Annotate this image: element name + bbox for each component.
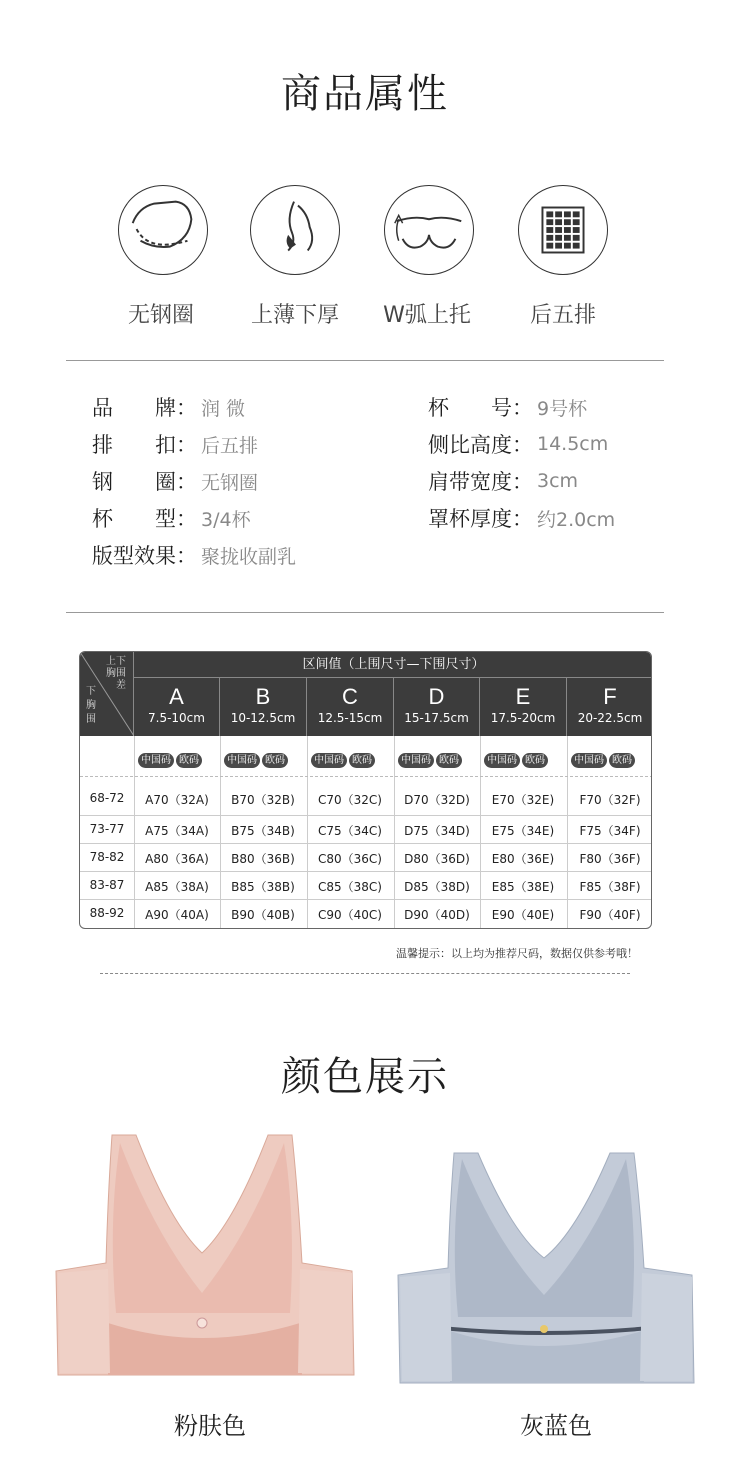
attr-value: 后五排: [201, 434, 259, 457]
size-cell: B70（32B): [231, 793, 295, 807]
row-line: [80, 899, 652, 900]
badge-pair: [571, 748, 637, 768]
size-cell: D85（38D): [404, 880, 470, 894]
badge-cn: 中国码: [484, 753, 520, 768]
cup-header: [394, 678, 480, 736]
cup-letter: A: [169, 684, 184, 709]
section-title-attributes: 商品属性: [281, 71, 449, 117]
badge-pair: [311, 748, 377, 768]
size-cell: C90（40C): [318, 908, 382, 922]
underbust-value: 68-72: [89, 791, 125, 805]
size-cell: C75（34C): [318, 824, 382, 838]
size-cell: C70（32C): [318, 793, 382, 807]
w-arc-lift-icon: [384, 185, 474, 275]
underbust-value: 78-82: [89, 850, 125, 864]
size-cell: D90（40D): [404, 908, 470, 922]
corner-label: 下: [86, 686, 96, 697]
corner-label: 差: [116, 680, 126, 691]
attr-value: 9号杯: [537, 397, 588, 420]
size-cell: A90（40A): [145, 908, 209, 922]
badge-pair: [224, 748, 290, 768]
size-cell: B75（34B): [231, 824, 295, 838]
cup-letter: B: [255, 684, 271, 709]
cup-range: 17.5-20cm: [490, 711, 556, 725]
corner-label: 上下: [106, 656, 126, 667]
attr-key: 钢 圈：: [92, 470, 197, 494]
attr-value: 润 微: [201, 397, 246, 420]
badge-eu: 欧码: [436, 753, 462, 768]
size-cell: B85（38B): [231, 880, 295, 894]
badge-pair: [138, 748, 204, 768]
attr-key: 品 牌：: [92, 396, 197, 420]
attr-side-height: [428, 429, 608, 459]
attr-key: 侧比高度：: [428, 433, 533, 457]
size-cell: F90（40F): [579, 908, 641, 922]
feature-label: 后五排: [529, 303, 596, 328]
corner-label: 胸围: [106, 668, 126, 679]
size-cell: B90（40B): [231, 908, 295, 922]
size-cell: F70（32F): [579, 793, 641, 807]
table-header: [80, 652, 652, 736]
attr-key: 肩带宽度：: [428, 470, 533, 494]
cup-range: 20-22.5cm: [577, 711, 643, 725]
attr-brand: [92, 392, 245, 422]
row-line: [80, 815, 652, 816]
attr-value: 聚拢收副乳: [201, 545, 297, 568]
size-tip: 温馨提示：以上均为推荐尺码，数据仅供参考哦！: [396, 947, 638, 960]
cup-header: [220, 678, 307, 736]
underbust-value: 73-77: [89, 822, 125, 836]
size-cell: D70（32D): [404, 793, 470, 807]
attr-hook: [92, 429, 258, 459]
size-cell: A80（36A): [145, 852, 209, 866]
size-cell: F85（38F): [579, 880, 641, 894]
badge-cn: 中国码: [311, 753, 347, 768]
size-cell: A70（32A): [145, 793, 209, 807]
corner-label: 围: [86, 714, 96, 725]
attr-value: 无钢圈: [201, 471, 259, 494]
product-image-pink: [50, 1133, 360, 1398]
row-line: [80, 843, 652, 844]
badge-eu: 欧码: [262, 753, 288, 768]
cup-header: [307, 678, 394, 736]
divider: [66, 612, 664, 613]
underwire-free-icon: [118, 185, 208, 275]
range-title: 区间值（上围尺寸—下围尺寸）: [134, 652, 652, 678]
cup-header: [480, 678, 567, 736]
attr-value: 14.5cm: [537, 433, 609, 455]
feature-label: 无钢圈: [127, 303, 194, 328]
cup-range: 10-12.5cm: [230, 711, 296, 725]
cup-header: [567, 678, 652, 736]
attr-effect: [92, 540, 296, 570]
cup-header: [134, 678, 220, 736]
dotted-divider: [100, 973, 630, 974]
attr-cup-thickness: [428, 503, 615, 533]
size-cell: F80（36F): [579, 852, 641, 866]
size-cell: D80（36D): [404, 852, 470, 866]
cup-letter: C: [342, 684, 358, 709]
color-label: 粉肤色: [174, 1412, 246, 1440]
attr-value: 3/4杯: [201, 508, 251, 531]
badge-pair: [484, 748, 550, 768]
badge-pair: [398, 748, 464, 768]
badge-eu: 欧码: [176, 753, 202, 768]
badge-cn: 中国码: [138, 753, 174, 768]
badge-eu: 欧码: [349, 753, 375, 768]
badge-cn: 中国码: [224, 753, 260, 768]
row-line: [80, 871, 652, 872]
table-dash-line: [80, 776, 652, 777]
size-cell: A85（38A): [145, 880, 209, 894]
color-label: 灰蓝色: [520, 1412, 592, 1440]
attr-value: 3cm: [537, 470, 579, 492]
badge-cn: 中国码: [398, 753, 434, 768]
attr-value: 约2.0cm: [537, 508, 616, 531]
underbust-value: 88-92: [89, 906, 125, 920]
attr-cup-type: [92, 503, 251, 533]
attr-cup-no: [428, 392, 587, 422]
product-image-bluegray: [392, 1133, 702, 1398]
section-title-colors: 颜色展示: [281, 1054, 449, 1100]
cup-range: 12.5-15cm: [317, 711, 383, 725]
size-cell: A75（34A): [145, 824, 209, 838]
size-cell: D75（34D): [404, 824, 470, 838]
cup-range: 7.5-10cm: [148, 711, 205, 725]
size-cell: B80（36B): [231, 852, 295, 866]
size-cell: E70（32E): [491, 793, 555, 807]
badge-cn: 中国码: [571, 753, 607, 768]
attr-key: 杯 号：: [428, 396, 533, 420]
table-corner: [80, 652, 134, 736]
badge-eu: 欧码: [609, 753, 635, 768]
attr-key: 版型效果：: [92, 544, 197, 568]
attr-key: 杯 型：: [92, 507, 197, 531]
attr-wire: [92, 466, 258, 496]
size-cell: C80（36C): [318, 852, 382, 866]
corner-label: 胸: [86, 700, 96, 711]
feature-label: 上薄下厚: [250, 303, 339, 328]
back-five-row-hooks-icon: [518, 185, 608, 275]
underbust-value: 83-87: [89, 878, 125, 892]
size-cell: C85（38C): [318, 880, 382, 894]
cup-letter: E: [515, 684, 531, 709]
cup-letter: F: [603, 684, 617, 709]
cup-range: 15-17.5cm: [404, 711, 469, 725]
thin-top-thick-bottom-icon: [250, 185, 340, 275]
size-cell: E80（36E): [491, 852, 555, 866]
attr-strap-width: [428, 466, 578, 496]
size-table: [79, 651, 652, 929]
attr-key: 排 扣：: [92, 433, 197, 457]
attr-key: 罩杯厚度：: [428, 507, 533, 531]
size-cell: E85（38E): [491, 880, 555, 894]
divider: [66, 360, 664, 361]
cup-letter: D: [428, 684, 445, 709]
feature-label: W弧上托: [383, 303, 471, 328]
size-cell: E75（34E): [491, 824, 555, 838]
size-cell: E90（40E): [491, 908, 555, 922]
badge-eu: 欧码: [522, 753, 548, 768]
size-cell: F75（34F): [579, 824, 641, 838]
